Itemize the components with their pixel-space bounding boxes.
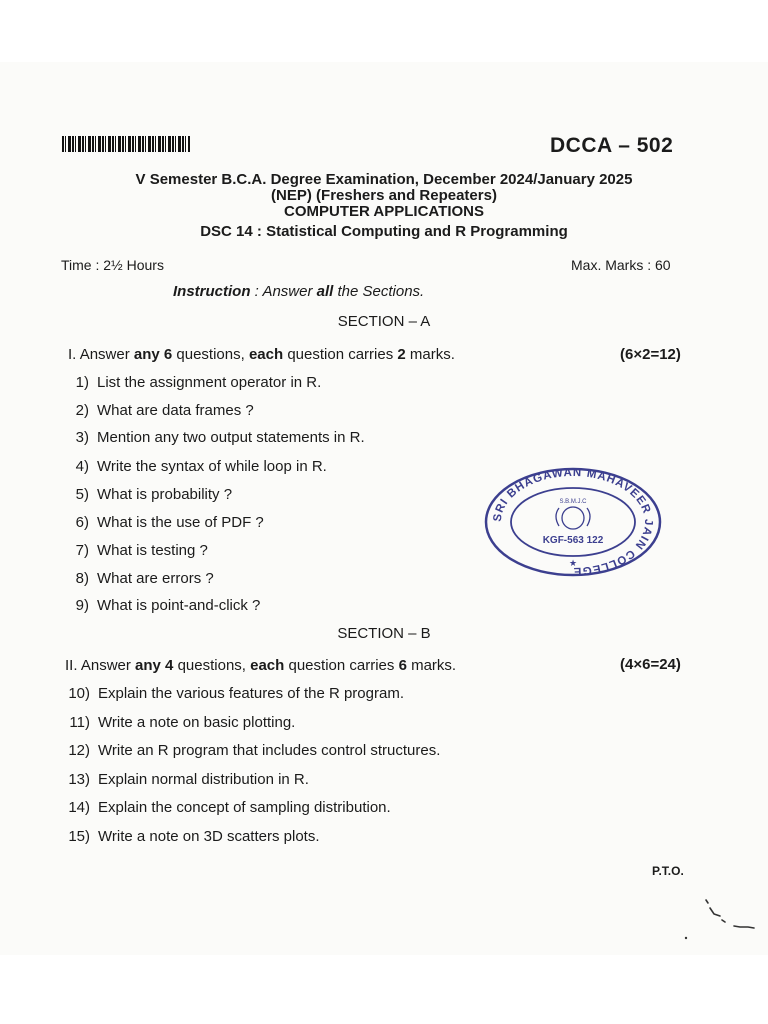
question-text: Write a note on basic plotting. <box>98 714 296 731</box>
question-item <box>63 458 327 475</box>
question-number: 3) <box>75 429 89 446</box>
question-item <box>63 570 214 587</box>
question-item <box>64 771 309 788</box>
section-a-marks: (6×2=12) <box>620 346 681 363</box>
heading-text: question carries <box>283 346 398 363</box>
question-number: 6) <box>75 514 89 531</box>
course-title: DSC 14 : Statistical Computing and R Programming <box>200 223 568 240</box>
instruction-rest: the Sections. <box>333 283 425 300</box>
question-number: 10) <box>68 685 90 702</box>
instruction <box>173 283 424 300</box>
heading-text: marks. <box>406 657 457 674</box>
heading-text: questions, <box>173 657 251 674</box>
paper-code: DCCA – 502 <box>550 134 674 157</box>
subject-area: COMPUTER APPLICATIONS <box>283 203 484 220</box>
question-item <box>63 597 260 614</box>
question-text: Explain the concept of sampling distribution. <box>98 799 391 816</box>
section-a-heading <box>68 346 455 363</box>
question-text: What is testing ? <box>97 542 208 559</box>
seal-star-icon: ★ <box>568 559 578 569</box>
heading-each: each <box>248 346 284 363</box>
question-item <box>64 714 295 731</box>
question-number: 2) <box>75 402 89 419</box>
section-b-roman: II. <box>65 657 78 674</box>
question-item <box>63 429 365 446</box>
question-text: What are errors ? <box>97 570 214 587</box>
question-item <box>63 542 208 559</box>
question-number: 11) <box>69 714 90 731</box>
instruction-sep: : Answer <box>250 283 317 300</box>
question-text: What are data frames ? <box>97 402 254 419</box>
barcode <box>62 136 190 152</box>
heading-text: marks. <box>405 346 455 363</box>
instruction-label: Instruction <box>173 283 251 300</box>
question-number: 9) <box>75 597 89 614</box>
heading-text: question carries <box>284 657 399 674</box>
question-number: 14) <box>68 799 90 816</box>
seal-ring-text: SRI BHAGAWAN MAHAVEER JAIN COLLEGE <box>491 466 655 578</box>
heading-each: each <box>250 657 285 674</box>
question-text: Write a note on 3D scatters plots. <box>98 828 320 845</box>
exam-title: V Semester B.C.A. Degree Examination, December 2024/January 2025 <box>135 171 633 188</box>
seal-pin-text: KGF-563 122 <box>542 535 604 546</box>
heading-any: any 6 <box>133 346 173 363</box>
question-number: 7) <box>75 542 89 559</box>
max-marks: Max. Marks : 60 <box>571 257 671 273</box>
question-number: 5) <box>75 486 89 503</box>
section-b-heading <box>65 657 456 674</box>
question-item <box>63 402 254 419</box>
question-number: 13) <box>68 771 90 788</box>
question-number: 8) <box>75 570 89 587</box>
seal-wreath <box>556 508 590 526</box>
question-text: Write the syntax of while loop in R. <box>97 458 327 475</box>
question-text: What is probability ? <box>97 486 233 503</box>
question-item <box>64 685 404 702</box>
heading-num: 6 <box>398 657 407 674</box>
question-item <box>63 486 232 503</box>
question-text: What is point-and-click ? <box>97 597 261 614</box>
question-text: Mention any two output statements in R. <box>97 429 365 446</box>
question-item <box>64 828 320 845</box>
question-number: 15) <box>68 828 90 845</box>
section-a-title: SECTION – A <box>337 313 431 330</box>
question-text: Write an R program that includes control structures. <box>98 742 441 759</box>
heading-text: Answer <box>80 657 136 674</box>
section-a-roman: I. <box>68 346 77 363</box>
time-allowed: Time : 2½ Hours <box>61 257 164 273</box>
exam-scheme: (NEP) (Freshers and Repeaters) <box>271 187 497 204</box>
pto-note: P.T.O. <box>652 864 684 878</box>
instruction-all: all <box>316 283 334 300</box>
question-number: 12) <box>68 742 90 759</box>
section-b-marks: (4×6=24) <box>620 656 681 673</box>
heading-text: questions, <box>172 346 249 363</box>
section-b-title: SECTION – B <box>337 625 431 642</box>
scan-smudge-marks <box>676 896 766 946</box>
question-number: 4) <box>75 458 89 475</box>
question-item <box>63 374 321 391</box>
seal-small-text: S.B.M.J.C <box>559 499 587 505</box>
heading-text: Answer <box>79 346 134 363</box>
seal-emblem <box>562 507 584 529</box>
question-text: Explain normal distribution in R. <box>98 771 309 788</box>
question-text: What is the use of PDF ? <box>97 514 264 531</box>
question-text: Explain the various features of the R program. <box>98 685 404 702</box>
question-number: 1) <box>75 374 89 391</box>
question-item <box>64 799 391 816</box>
heading-any: any 4 <box>135 657 174 674</box>
heading-num: 2 <box>397 346 406 363</box>
question-item <box>63 514 264 531</box>
question-item <box>64 742 440 759</box>
college-seal-stamp <box>483 466 663 578</box>
question-text: List the assignment operator in R. <box>97 374 322 391</box>
